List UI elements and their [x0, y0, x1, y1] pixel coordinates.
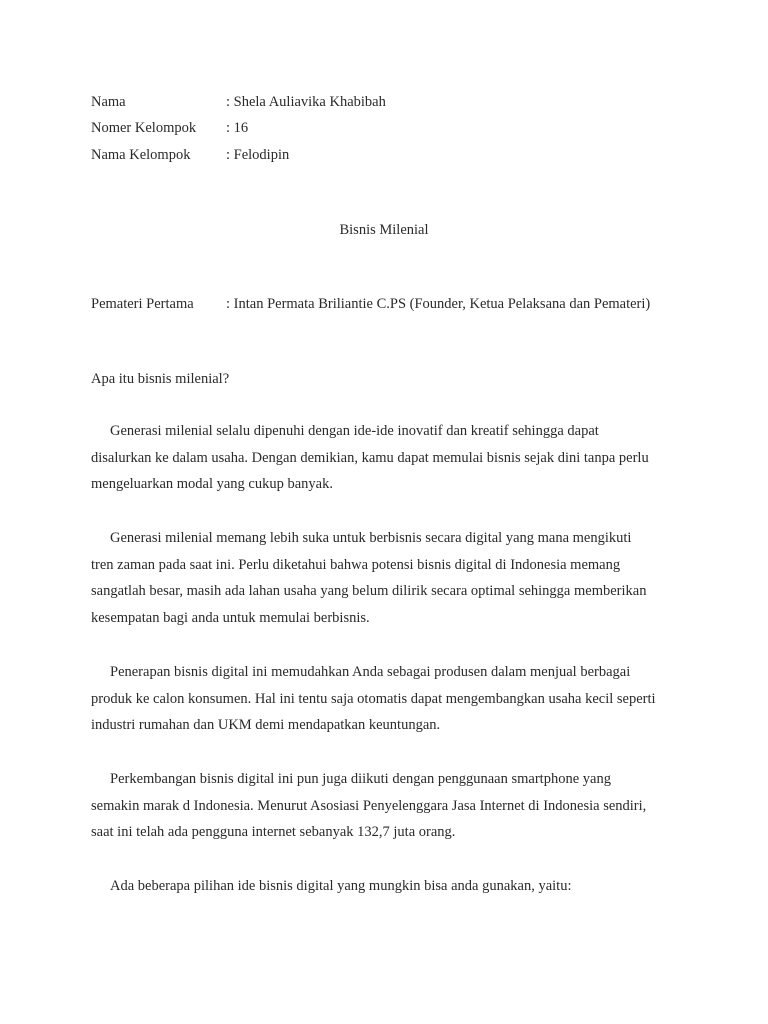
- paragraph-4: [91, 766, 683, 846]
- info-value: : Shela Auliavika Khabibah: [226, 94, 386, 110]
- paragraph-line: saat ini telah ada pengguna internet sebanyak 132,7 juta orang.: [91, 824, 456, 841]
- paragraph-line: Generasi milenial selalu dipenuhi dengan ide-ide inovatif dan kreatif sehingga dapat: [110, 423, 599, 439]
- info-value: : Felodipin: [226, 147, 290, 163]
- paragraph-line: Penerapan bisnis digital ini memudahkan Anda sebagai produsen dalam menjual berbagai: [110, 664, 631, 680]
- paragraph-line: Generasi milenial memang lebih suka untuk berbisnis secara digital yang mana mengikuti: [110, 530, 632, 546]
- info-label: Nama: [91, 94, 126, 110]
- paragraph-2: [91, 525, 683, 632]
- paragraph-1: [91, 418, 683, 498]
- info-label: Nomer Kelompok: [91, 120, 197, 136]
- paragraph-line: sangatlah besar, masih ada lahan usaha yang belum dilirik secara optimal sehingga memberikan: [91, 583, 647, 600]
- paragraph-line: disalurkan ke dalam usaha. Dengan demikian, kamu dapat memulai bisnis sejak dini tanpa perlu: [91, 449, 649, 466]
- paragraph-3: [91, 659, 683, 739]
- paragraph-line: produk ke calon konsumen. Hal ini tentu saja otomatis dapat mengembangkan usaha kecil seperti: [91, 690, 656, 707]
- info-label: Nama Kelompok: [91, 147, 191, 163]
- paragraph-line: kesempatan bagi anda untuk memulai berbisnis.: [91, 610, 370, 627]
- paragraph-line: semakin marak d Indonesia. Menurut Asosiasi Penyelenggara Jasa Internet di Indonesia sendiri,: [91, 797, 647, 814]
- paragraph-line: Perkembangan bisnis digital ini pun juga diikuti dengan penggunaan smartphone yang: [110, 771, 611, 787]
- section-question: Apa itu bisnis milenial?: [91, 371, 230, 387]
- info-value: : 16: [226, 120, 249, 136]
- speaker-label: Pemateri Pertama: [91, 296, 194, 312]
- document-title: Bisnis Milenial: [339, 222, 429, 238]
- paragraph-line: mengeluarkan modal yang cukup banyak.: [91, 476, 333, 493]
- speaker-value: : Intan Permata Briliantie C.PS (Founder, Ketua Pelaksana dan Pemateri): [226, 296, 651, 312]
- paragraph-line: Ada beberapa pilihan ide bisnis digital yang mungkin bisa anda gunakan, yaitu:: [110, 878, 572, 894]
- paragraph-line: tren zaman pada saat ini. Perlu diketahui bahwa potensi bisnis digital di Indonesia memang: [91, 556, 621, 573]
- paragraph-5: [91, 873, 683, 900]
- paragraph-line: industri rumahan dan UKM demi mendapatkan keuntungan.: [91, 717, 441, 734]
